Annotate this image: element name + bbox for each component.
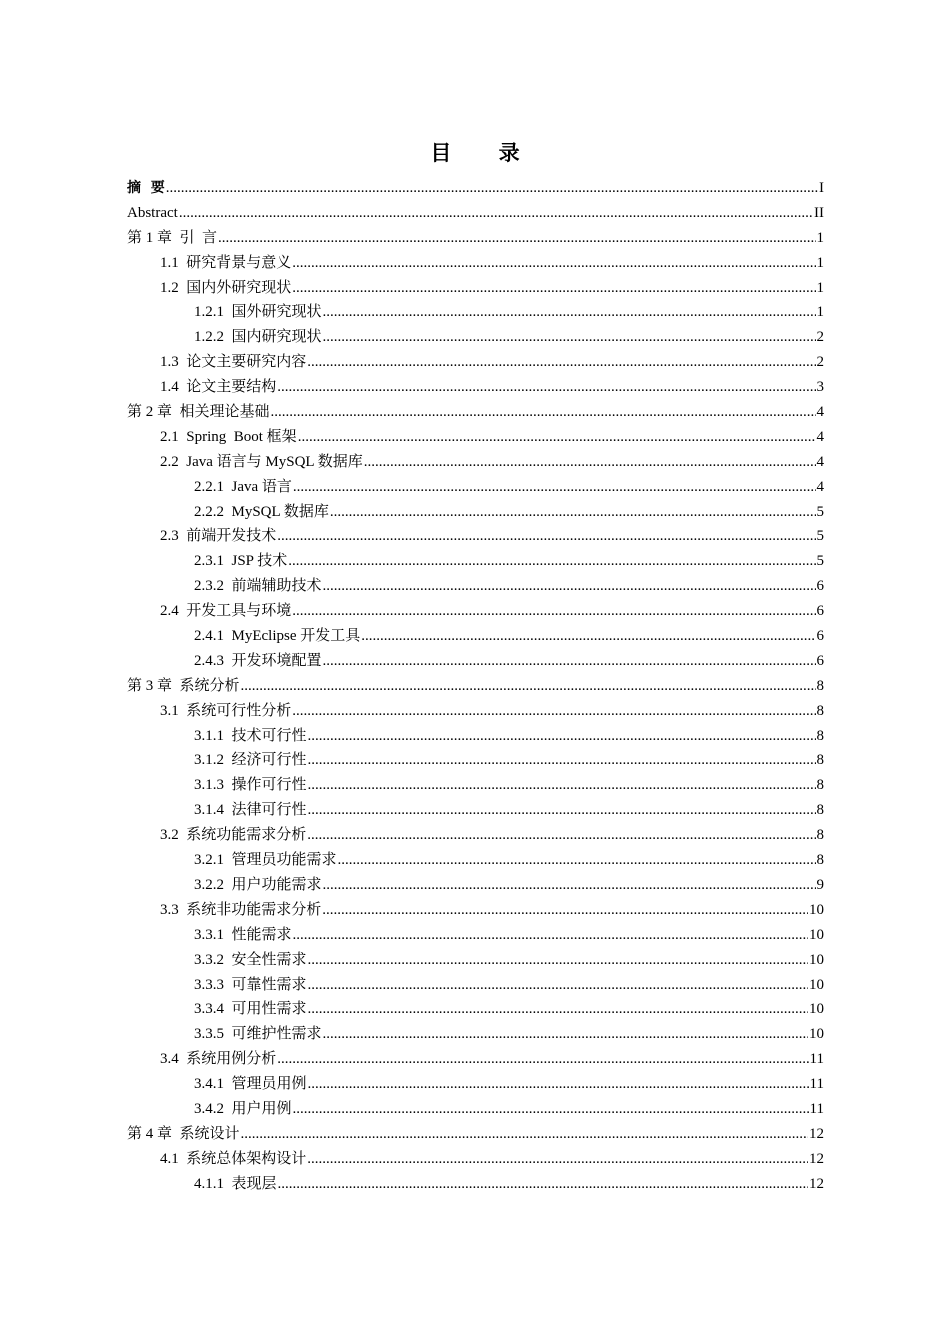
toc-entry[interactable] <box>127 674 824 699</box>
toc-entry-label: 3.2.1 管理员功能需求 <box>194 852 337 869</box>
toc-entry[interactable] <box>127 748 824 773</box>
toc-entry[interactable] <box>127 1022 824 1047</box>
dot-leader <box>308 773 816 798</box>
toc-entry-page-number: 1 <box>816 279 824 296</box>
dot-leader <box>293 923 808 948</box>
toc-entry[interactable] <box>127 574 824 599</box>
dot-leader <box>338 848 816 873</box>
toc-entry-page-number: 6 <box>816 603 824 620</box>
toc-entry[interactable] <box>127 325 824 350</box>
toc-entry[interactable] <box>127 350 824 375</box>
toc-entry-page-number: 8 <box>816 852 824 869</box>
toc-entry[interactable] <box>127 973 824 998</box>
toc-entry-label: 3.3 系统非功能需求分析 <box>160 901 322 918</box>
dot-leader <box>323 873 816 898</box>
toc-entry[interactable] <box>127 773 824 798</box>
toc-entry-label: 2.3 前端开发技术 <box>160 528 277 545</box>
dot-leader <box>323 325 816 350</box>
toc-entry-label: 第 1 章 引 言 <box>127 229 218 246</box>
toc-entry[interactable] <box>127 1147 824 1172</box>
toc-entry[interactable] <box>127 699 824 724</box>
dot-leader <box>241 674 816 699</box>
toc-entry-label: 1.4 论文主要结构 <box>160 379 277 396</box>
dot-leader <box>166 176 818 201</box>
toc-entry-page-number: 3 <box>816 379 824 396</box>
toc-entry-page-number: 10 <box>809 901 824 918</box>
toc-entry-page-number: 5 <box>816 553 824 570</box>
dot-leader <box>323 300 816 325</box>
dot-leader <box>292 276 815 301</box>
dot-leader <box>308 724 816 749</box>
toc-entry[interactable] <box>127 823 824 848</box>
toc-entry-page-number: 6 <box>816 578 824 595</box>
dot-leader <box>308 948 808 973</box>
toc-entry-page-number: 4 <box>816 478 824 495</box>
toc-entry[interactable] <box>127 1097 824 1122</box>
toc-entry[interactable] <box>127 848 824 873</box>
toc-entry-label: 2.4 开发工具与环境 <box>160 603 292 620</box>
dot-leader <box>278 1172 808 1197</box>
dot-leader <box>292 699 815 724</box>
dot-leader <box>364 450 816 475</box>
toc-entry-page-number: 5 <box>816 528 824 545</box>
toc-entry[interactable] <box>127 176 824 201</box>
toc-entry-label: 2.3.2 前端辅助技术 <box>194 578 322 595</box>
toc-entry[interactable] <box>127 500 824 525</box>
dot-leader <box>307 823 815 848</box>
dot-leader <box>361 624 815 649</box>
toc-entry-label: 3.4.1 管理员用例 <box>194 1076 307 1093</box>
toc-entry[interactable] <box>127 475 824 500</box>
toc-entry-label: 3.3.1 性能需求 <box>194 926 292 943</box>
toc-entry-page-number: 9 <box>816 876 824 893</box>
toc-entry-page-number: II <box>814 204 824 221</box>
dot-leader <box>308 1072 809 1097</box>
dot-leader <box>322 898 808 923</box>
dot-leader <box>293 475 816 500</box>
toc-entry-page-number: 4 <box>816 453 824 470</box>
toc-entry-page-number: 8 <box>816 677 824 694</box>
toc-entry-page-number: 10 <box>809 1001 824 1018</box>
toc-entry-page-number: 1 <box>816 254 824 271</box>
toc-entry-label: 2.2.2 MySQL 数据库 <box>194 503 329 520</box>
dot-leader <box>288 549 815 574</box>
toc-entry[interactable] <box>127 923 824 948</box>
toc-entry-label: 3.3.2 安全性需求 <box>194 951 307 968</box>
toc-entry-page-number: 11 <box>809 1076 824 1093</box>
toc-entry-page-number: 2 <box>816 329 824 346</box>
toc-entry-label: 1.2 国内外研究现状 <box>160 279 292 296</box>
toc-entry[interactable] <box>127 276 824 301</box>
toc-entry-label: 3.3.3 可靠性需求 <box>194 976 307 993</box>
toc-entry-page-number: 5 <box>816 503 824 520</box>
dot-leader <box>179 201 813 226</box>
toc-entry-page-number: I <box>819 180 824 196</box>
toc-entry[interactable] <box>127 1072 824 1097</box>
dot-leader <box>271 400 816 425</box>
toc-entry-label: 4.1.1 表现层 <box>194 1175 277 1192</box>
dot-leader <box>292 599 815 624</box>
toc-entry-page-number: 4 <box>816 404 824 421</box>
toc-entry-label: 2.3.1 JSP 技术 <box>194 553 288 570</box>
toc-entry-label: 1.3 论文主要研究内容 <box>160 354 307 371</box>
toc-entry[interactable] <box>127 1122 824 1147</box>
toc-entry-label: 2.2 Java 语言与 MySQL 数据库 <box>160 453 363 470</box>
toc-entry[interactable] <box>127 624 824 649</box>
toc-entry-label: 2.2.1 Java 语言 <box>194 478 292 495</box>
dot-leader <box>323 649 816 674</box>
toc-entry[interactable] <box>127 425 824 450</box>
toc-entry-label: 1.2.2 国内研究现状 <box>194 329 322 346</box>
toc-entry-page-number: 1 <box>816 229 824 246</box>
toc-entry-label: 1.1 研究背景与意义 <box>160 254 292 271</box>
toc-entry[interactable] <box>127 798 824 823</box>
toc-entry[interactable] <box>127 724 824 749</box>
toc-entry-page-number: 6 <box>816 652 824 669</box>
dot-leader <box>330 500 816 525</box>
toc-entry-page-number: 10 <box>809 926 824 943</box>
toc-entry-page-number: 1 <box>816 304 824 321</box>
dot-leader <box>277 375 815 400</box>
toc-entry-label: 4.1 系统总体架构设计 <box>160 1150 307 1167</box>
toc-entry[interactable] <box>127 1047 824 1072</box>
toc-entry-page-number: 8 <box>816 827 824 844</box>
toc-entry-page-number: 12 <box>809 1125 824 1142</box>
toc-entry-page-number: 12 <box>809 1175 824 1192</box>
dot-leader <box>298 425 816 450</box>
dot-leader <box>323 574 816 599</box>
toc-entry[interactable] <box>127 948 824 973</box>
toc-entry[interactable] <box>127 898 824 923</box>
dot-leader <box>307 350 815 375</box>
dot-leader <box>308 973 808 998</box>
toc-entry-label: 第 3 章 系统分析 <box>127 677 240 694</box>
toc-entry-label: Abstract <box>127 204 178 221</box>
toc-entry[interactable] <box>127 450 824 475</box>
toc-entry-label: 2.4.3 开发环境配置 <box>194 652 322 669</box>
toc-entry[interactable] <box>127 997 824 1022</box>
toc-entry-label: 3.1 系统可行性分析 <box>160 702 292 719</box>
table-of-contents <box>127 176 824 1197</box>
dot-leader <box>293 1097 809 1122</box>
toc-entry[interactable] <box>127 549 824 574</box>
toc-entry-label: 3.3.5 可维护性需求 <box>194 1026 322 1043</box>
toc-entry[interactable] <box>127 649 824 674</box>
toc-entry[interactable] <box>127 873 824 898</box>
toc-entry-page-number: 2 <box>816 354 824 371</box>
toc-entry-label: 3.1.2 经济可行性 <box>194 752 307 769</box>
toc-entry-label: 3.4 系统用例分析 <box>160 1051 277 1068</box>
toc-entry-label: 1.2.1 国外研究现状 <box>194 304 322 321</box>
toc-title: 目 录 <box>430 141 540 165</box>
toc-entry-label: 第 2 章 相关理论基础 <box>127 404 270 421</box>
toc-entry[interactable] <box>127 300 824 325</box>
toc-entry-page-number: 10 <box>809 1026 824 1043</box>
dot-leader <box>277 1047 808 1072</box>
toc-entry-label: 2.1 Spring Boot 框架 <box>160 428 297 445</box>
toc-entry-page-number: 10 <box>809 976 824 993</box>
toc-entry-page-number: 4 <box>816 428 824 445</box>
dot-leader <box>277 524 815 549</box>
toc-entry-label: 2.4.1 MyEclipse 开发工具 <box>194 628 361 645</box>
toc-entry-label: 3.2.2 用户功能需求 <box>194 876 322 893</box>
toc-entry[interactable] <box>127 400 824 425</box>
toc-entry-page-number: 8 <box>816 727 824 744</box>
toc-entry-page-number: 8 <box>816 702 824 719</box>
toc-entry[interactable] <box>127 524 824 549</box>
toc-entry-label: 3.1.1 技术可行性 <box>194 727 307 744</box>
dot-leader <box>241 1122 808 1147</box>
toc-entry-label: 3.4.2 用户用例 <box>194 1100 292 1117</box>
toc-entry-page-number: 8 <box>816 802 824 819</box>
toc-entry-label: 3.2 系统功能需求分析 <box>160 827 307 844</box>
dot-leader <box>307 1147 808 1172</box>
dot-leader <box>308 748 816 773</box>
toc-entry[interactable] <box>127 375 824 400</box>
dot-leader <box>308 997 808 1022</box>
toc-entry[interactable] <box>127 226 824 251</box>
toc-entry-page-number: 11 <box>809 1100 824 1117</box>
toc-entry-page-number: 12 <box>809 1150 824 1167</box>
toc-entry-page-number: 8 <box>816 752 824 769</box>
toc-entry[interactable] <box>127 201 824 226</box>
toc-entry[interactable] <box>127 251 824 276</box>
dot-leader <box>292 251 815 276</box>
toc-entry[interactable] <box>127 599 824 624</box>
toc-entry-label: 3.3.4 可用性需求 <box>194 1001 307 1018</box>
toc-entry-page-number: 11 <box>809 1051 824 1068</box>
toc-entry-page-number: 8 <box>816 777 824 794</box>
dot-leader <box>218 226 815 251</box>
dot-leader <box>308 798 816 823</box>
toc-entry[interactable] <box>127 1172 824 1197</box>
toc-entry-label: 第 4 章 系统设计 <box>127 1125 240 1142</box>
dot-leader <box>323 1022 808 1047</box>
toc-entry-label: 3.1.4 法律可行性 <box>194 802 307 819</box>
toc-entry-page-number: 6 <box>816 628 824 645</box>
toc-entry-label: 3.1.3 操作可行性 <box>194 777 307 794</box>
toc-entry-label: 摘 要 <box>127 180 165 196</box>
toc-entry-page-number: 10 <box>809 951 824 968</box>
